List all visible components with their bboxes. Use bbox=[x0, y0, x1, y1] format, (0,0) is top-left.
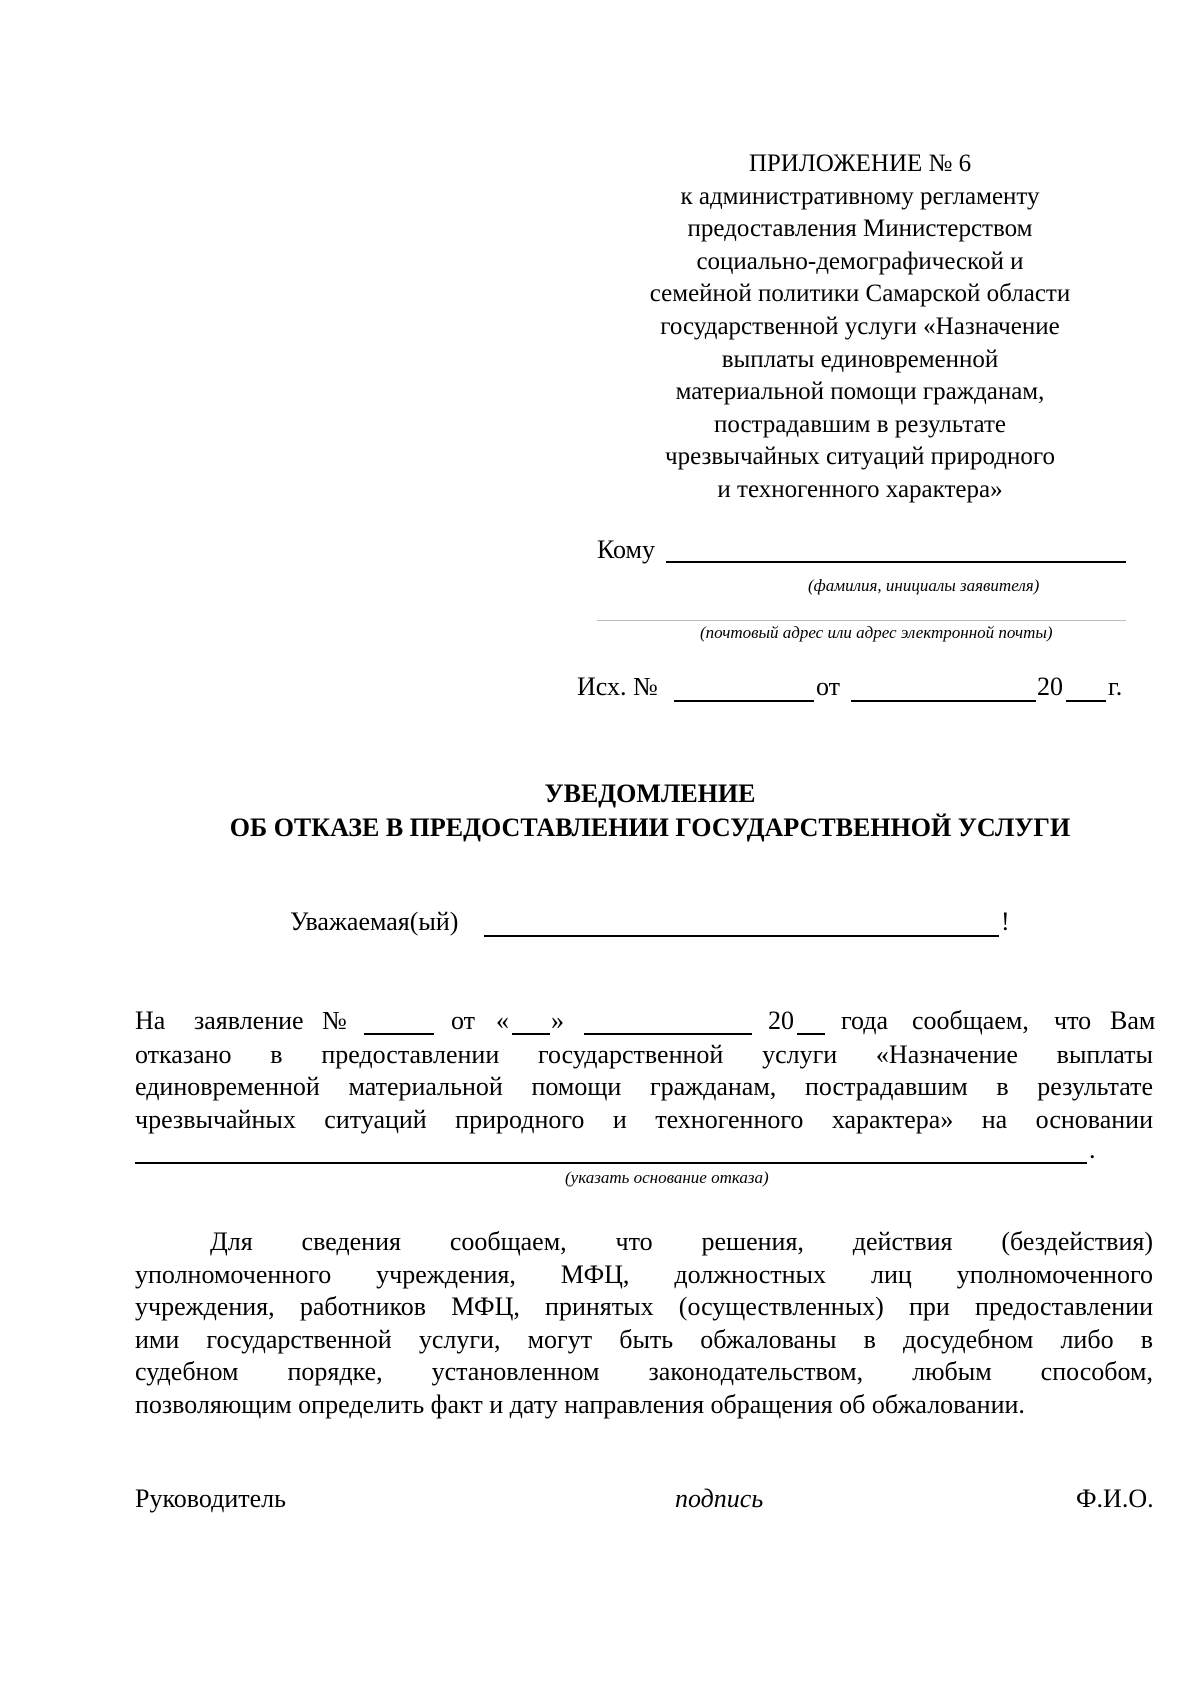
body2-line: ими государственной услуги, могут быть обжалованы в досудебном либо в bbox=[135, 1324, 1153, 1354]
header-line: и техногенного характера» bbox=[717, 475, 1003, 503]
name-hint: (фамилия, инициалы заявителя) bbox=[808, 576, 1040, 595]
outgoing-year-line[interactable] bbox=[1066, 700, 1106, 702]
outgoing-date-line[interactable] bbox=[851, 700, 1036, 702]
body2-line: судебном порядке, установленном законодательством, любым способом, bbox=[135, 1357, 1153, 1387]
body2-first-line-box bbox=[210, 1226, 1153, 1259]
body2-paragraph bbox=[135, 1259, 1153, 1422]
application-number-line[interactable] bbox=[364, 1033, 434, 1035]
application-year-line[interactable] bbox=[797, 1033, 825, 1035]
header-line: семейной политики Самарской области bbox=[649, 280, 1071, 308]
header-line: чрезвычайных ситуаций природного bbox=[665, 443, 1055, 471]
signature-position: Руководитель bbox=[135, 1484, 286, 1513]
header-line: предоставления Министерством bbox=[687, 215, 1033, 243]
body1-line: чрезвычайных ситуаций природного и техногенного характера» на основании bbox=[135, 1104, 1153, 1134]
title-line-2: ОБ ОТКАЗЕ В ПРЕДОСТАВЛЕНИИ ГОСУДАРСТВЕННОЙ УСЛУГИ bbox=[229, 813, 1071, 842]
signature-sign: подпись bbox=[675, 1484, 764, 1513]
document-title bbox=[0, 777, 1200, 845]
refusal-reason-line[interactable] bbox=[135, 1162, 1087, 1164]
body2-line: позволяющим определить факт и дату направления обращения об обжаловании. bbox=[135, 1389, 1025, 1419]
refusal-reason-hint: (указать основание отказа) bbox=[565, 1168, 769, 1187]
appendix-header bbox=[600, 148, 1120, 507]
header-line: пострадавшим в результате bbox=[713, 410, 1007, 438]
body1-ot: от bbox=[451, 1006, 476, 1035]
body1-year-prefix: 20 bbox=[768, 1006, 794, 1035]
greeting-end: ! bbox=[1001, 907, 1010, 936]
to-label: Кому bbox=[597, 535, 656, 564]
application-day-line[interactable] bbox=[512, 1033, 550, 1035]
header-line: выплаты единовременной bbox=[721, 345, 999, 373]
signature-name: Ф.И.О. bbox=[1076, 1484, 1154, 1513]
body1-quote-close: » bbox=[551, 1006, 564, 1035]
outgoing-year-suffix: г. bbox=[1108, 672, 1123, 701]
body1-zayavlenie: заявление bbox=[194, 1006, 304, 1035]
outgoing-number-line[interactable] bbox=[674, 700, 814, 702]
greeting-name-line[interactable] bbox=[484, 935, 999, 937]
greeting-label: Уважаемая(ый) bbox=[290, 907, 459, 936]
body1-na: На bbox=[135, 1006, 166, 1035]
title-line-1: УВЕДОМЛЕНИЕ bbox=[544, 779, 756, 808]
header-line: к административному регламенту bbox=[680, 182, 1040, 210]
body1-paragraph bbox=[135, 1039, 1153, 1137]
body2-line: учреждения, работников МФЦ, принятых (осуществленных) при предоставлении bbox=[135, 1292, 1153, 1322]
body1-period: . bbox=[1089, 1135, 1096, 1164]
body1-vam: Вам bbox=[1110, 1006, 1156, 1035]
body1-line: отказано в предоставлении государственной услуги «Назначение выплаты bbox=[135, 1039, 1153, 1069]
outgoing-number-label: Исх. № bbox=[577, 672, 658, 701]
address-hint: (почтовый адрес или адрес электронной почты) bbox=[700, 623, 1053, 642]
body1-number-sign: № bbox=[322, 1006, 347, 1035]
body1-soobshchaem: сообщаем, bbox=[912, 1006, 1029, 1035]
outgoing-year-prefix: 20 bbox=[1037, 672, 1063, 701]
body1-goda: года bbox=[841, 1006, 889, 1035]
header-line: материальной помощи гражданам, bbox=[675, 378, 1045, 406]
application-month-line[interactable] bbox=[584, 1033, 752, 1035]
body1-line: единовременной материальной помощи гражданам, пострадавшим в результате bbox=[135, 1072, 1153, 1102]
addressee-address-line[interactable] bbox=[597, 620, 1126, 621]
body2-line: Для сведения сообщаем, что решения, действия (бездействия) bbox=[210, 1227, 1153, 1256]
addressee-name-line[interactable] bbox=[666, 561, 1126, 563]
body1-chto: что bbox=[1054, 1006, 1092, 1035]
body2-line: уполномоченного учреждения, МФЦ, должностных лиц уполномоченного bbox=[135, 1259, 1153, 1289]
appendix-number: ПРИЛОЖЕНИЕ № 6 bbox=[748, 150, 972, 177]
header-line: социально-демографической и bbox=[696, 247, 1024, 275]
header-line: государственной услуги «Назначение bbox=[660, 312, 1060, 340]
outgoing-from-label: от bbox=[816, 672, 841, 701]
body1-quote-open: « bbox=[496, 1006, 509, 1035]
